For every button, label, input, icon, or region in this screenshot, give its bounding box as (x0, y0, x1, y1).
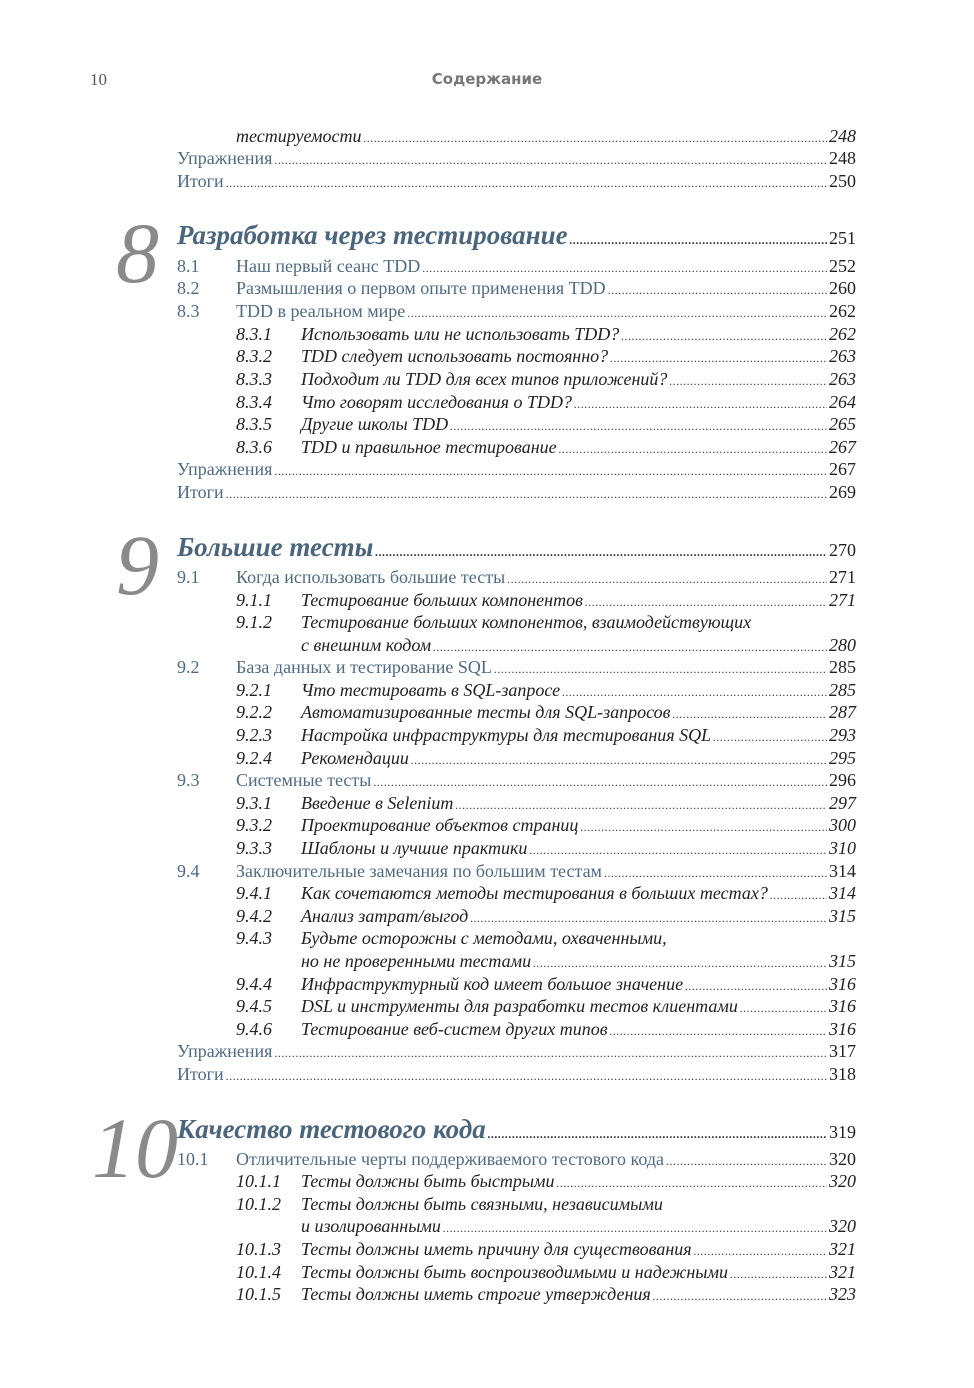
entry-title: Системные тесты (236, 770, 372, 790)
toc-entry[interactable] (236, 391, 856, 415)
leader-dots (364, 125, 827, 149)
entry-number: 10.1.2 (236, 1194, 281, 1214)
entry-number: 10.1.3 (236, 1239, 281, 1259)
page-ref: 263 (829, 369, 856, 389)
page-ref: 265 (829, 414, 856, 434)
entry-title: Тесты должны иметь строгие утверждения (301, 1284, 651, 1304)
toc-entry[interactable] (236, 436, 856, 460)
entry-number: 8.2 (177, 278, 200, 298)
page-ref: 287 (829, 702, 856, 722)
leader-dots (373, 769, 827, 793)
entry-number: 9.4.1 (236, 883, 272, 903)
entry-title: Тестирование веб-систем других типов (301, 1019, 608, 1039)
entry-title: DSL и инструменты для разработки тестов клиентами (301, 996, 738, 1016)
toc-entry[interactable] (177, 1148, 856, 1172)
entry-title: Большие тесты (177, 532, 374, 562)
entry-number: 9.4.5 (236, 996, 272, 1016)
page-ref: 248 (829, 148, 856, 168)
entry-number: 9.1.1 (236, 590, 272, 610)
page-ref: 269 (829, 482, 856, 502)
toc-entry[interactable] (236, 1283, 856, 1307)
entry-number: 10.1.4 (236, 1262, 281, 1282)
entry-number: 9.2.1 (236, 680, 272, 700)
toc-entry[interactable] (177, 481, 856, 505)
leader-dots (666, 1148, 827, 1172)
leader-dots (669, 368, 827, 392)
toc-entry[interactable] (301, 1215, 856, 1239)
page-ref: 270 (829, 540, 856, 560)
leader-dots (608, 277, 827, 301)
page-ref: 293 (829, 725, 856, 745)
entry-title: Инфраструктурный код имеет большое значение (301, 974, 684, 994)
toc-entry[interactable] (236, 995, 856, 1019)
leader-dots (557, 1170, 827, 1194)
page-ref: 264 (829, 392, 856, 412)
entry-title: Шаблоны и лучшие практики (301, 838, 528, 858)
entry-title: Тесты должны быть связными, независимыми (301, 1194, 663, 1214)
toc-entry[interactable] (236, 679, 856, 703)
entry-title: Подходит ли TDD для всех типов приложений? (301, 369, 668, 389)
page-ref: 250 (829, 171, 856, 191)
page-ref: 267 (829, 459, 856, 479)
toc-entry[interactable] (177, 769, 856, 793)
leader-dots (375, 531, 827, 568)
entry-title: Заключительные замечания по большим тестам (236, 861, 602, 881)
entry-number: 9.2.4 (236, 748, 272, 768)
page-ref: 297 (829, 793, 856, 813)
page-ref: 323 (829, 1284, 856, 1304)
leader-dots (694, 1238, 827, 1262)
page-ref: 316 (829, 1019, 856, 1039)
toc-entry[interactable] (236, 323, 856, 347)
entry-number: 8.3.1 (236, 324, 272, 344)
entry-title: Упражнения (177, 459, 273, 479)
page-ref: 271 (829, 567, 856, 587)
leader-dots (574, 391, 827, 415)
page-ref: 319 (829, 1122, 856, 1142)
toc-entry[interactable] (236, 882, 856, 906)
page-ref: 316 (829, 974, 856, 994)
toc-entry[interactable] (177, 656, 856, 680)
entry-number: 10.1.5 (236, 1284, 281, 1304)
toc-entry[interactable] (236, 413, 856, 437)
toc-entry[interactable] (236, 724, 856, 748)
leader-dots (274, 458, 827, 482)
toc-entry[interactable] (236, 1261, 856, 1285)
entry-title: Будьте осторожны с методами, охваченными, (301, 928, 667, 948)
entry-title: Наш первый сеанс TDD (236, 256, 421, 276)
toc-entry[interactable] (177, 1040, 856, 1064)
entry-number: 10.1 (177, 1149, 209, 1169)
entry-title-cont: и изолированными (301, 1216, 441, 1236)
entry-title: TDD следует использовать постоянно? (301, 346, 609, 366)
entry-title: Использовать или не использовать TDD? (301, 324, 620, 344)
entry-number: 8.3.5 (236, 414, 272, 434)
entry-number: 9.3 (177, 770, 200, 790)
entry-title: Тестирование больших компонентов (301, 590, 583, 610)
toc-entry-first-line[interactable] (236, 611, 751, 633)
entry-title: Автоматизированные тесты для SQL-запросов (301, 702, 671, 722)
leader-dots (443, 1215, 827, 1239)
toc-entry[interactable] (236, 905, 856, 929)
page-ref: 263 (829, 346, 856, 366)
toc-entry[interactable] (177, 860, 856, 884)
entry-number: 9.4.4 (236, 974, 272, 994)
toc-entry[interactable] (236, 368, 856, 392)
page-ref: 300 (829, 815, 856, 835)
leader-dots (770, 882, 827, 906)
entry-title: Что говорят исследования о TDD? (301, 392, 573, 412)
leader-dots (433, 634, 827, 658)
entry-title: тестируемости (236, 126, 362, 146)
page-ref: 260 (829, 278, 856, 298)
entry-title: TDD в реальном мире (236, 301, 406, 321)
chapter-title[interactable] (177, 219, 856, 260)
leader-dots (274, 1040, 827, 1064)
leader-dots (533, 950, 827, 974)
entry-number: 9.3.1 (236, 793, 272, 813)
leader-dots (713, 724, 827, 748)
leader-dots (685, 973, 827, 997)
page-ref: 314 (829, 883, 856, 903)
page-ref: 285 (829, 680, 856, 700)
leader-dots (411, 747, 827, 771)
entry-number: 10.1.1 (236, 1171, 281, 1191)
running-head: Содержание (431, 70, 543, 88)
leader-dots (226, 1063, 827, 1087)
entry-title: Что тестировать в SQL-запросе (301, 680, 561, 700)
entry-title: Упражнения (177, 1041, 273, 1061)
entry-number: 9.1 (177, 567, 200, 587)
page-ref: 267 (829, 437, 856, 457)
chapter-number: 9 (116, 517, 159, 613)
entry-title: Введение в Selenium (301, 793, 454, 813)
page-ref: 262 (829, 301, 856, 321)
page-ref: 317 (829, 1041, 856, 1061)
entry-title-cont: но не проверенными тестами (301, 951, 532, 971)
entry-title: База данных и тестирование SQL (236, 657, 492, 677)
chapter-number: 10 (92, 1100, 178, 1196)
entry-title: Тесты должны быть воспроизводимыми и надежными (301, 1262, 728, 1282)
toc-entry[interactable] (177, 255, 856, 279)
entry-title: Проектирование объектов страниц (301, 815, 579, 835)
entry-title: Анализ затрат/выгод (301, 906, 469, 926)
page-ref: 320 (829, 1216, 856, 1236)
toc-entry[interactable] (177, 1063, 856, 1087)
leader-dots (653, 1283, 827, 1307)
page-ref: 251 (829, 228, 856, 248)
toc-entry[interactable] (177, 277, 856, 301)
toc-entry[interactable] (177, 458, 856, 482)
leader-dots (730, 1261, 827, 1285)
leader-dots (529, 837, 827, 861)
leader-dots (226, 481, 827, 505)
entry-title: Отличительные черты поддерживаемого тестового кода (236, 1149, 664, 1169)
entry-number: 9.3.3 (236, 838, 272, 858)
toc-entry[interactable] (236, 837, 856, 861)
entry-title: Рекомендации (301, 748, 409, 768)
chapter-number: 8 (116, 205, 159, 301)
leader-dots (610, 1018, 827, 1042)
toc-entry[interactable] (236, 1170, 856, 1194)
page-ref: 320 (829, 1171, 856, 1191)
entry-title: Настройка инфраструктуры для тестирования SQL (301, 725, 712, 745)
page-ref: 295 (829, 748, 856, 768)
page-ref: 310 (829, 838, 856, 858)
page-ref: 315 (829, 951, 856, 971)
leader-dots (494, 656, 827, 680)
entry-title: Тесты должны быть быстрыми (301, 1171, 555, 1191)
toc-entry[interactable] (236, 125, 856, 149)
entry-number: 9.4.2 (236, 906, 272, 926)
entry-number: 8.3.6 (236, 437, 272, 457)
entry-number: 8.3 (177, 301, 200, 321)
toc-entry[interactable] (236, 345, 856, 369)
entry-title: TDD и правильное тестирование (301, 437, 557, 457)
entry-number: 8.1 (177, 256, 200, 276)
leader-dots (488, 1113, 827, 1150)
leader-dots (422, 255, 827, 279)
page-number: 10 (90, 70, 107, 89)
entry-number: 9.1.2 (236, 612, 272, 632)
page-ref: 280 (829, 635, 856, 655)
leader-dots (559, 436, 827, 460)
entry-number: 8.3.2 (236, 346, 272, 366)
toc-entry[interactable] (236, 747, 856, 771)
page-ref: 252 (829, 256, 856, 276)
entry-title: Когда использовать большие тесты (236, 567, 506, 587)
leader-dots (562, 679, 827, 703)
toc-entry-first-line[interactable] (236, 1193, 663, 1215)
page-ref: 248 (829, 126, 856, 146)
entry-number: 9.3.2 (236, 815, 272, 835)
page-ref: 296 (829, 770, 856, 790)
entry-title: Тестирование больших компонентов, взаимодействующих (301, 612, 752, 632)
toc-entry[interactable] (301, 950, 856, 974)
entry-number: 9.4.3 (236, 928, 272, 948)
entry-title: Размышления о первом опыте применения TDD (236, 278, 606, 298)
entry-number: 8.3.3 (236, 369, 272, 389)
entry-number: 9.2.2 (236, 702, 272, 722)
leader-dots (455, 792, 827, 816)
entry-number: 9.2.3 (236, 725, 272, 745)
entry-title: Как сочетаются методы тестирования в больших тестах? (301, 883, 768, 903)
leader-dots (604, 860, 827, 884)
toc-entry[interactable] (177, 300, 856, 324)
entry-title-cont: с внешним кодом (301, 635, 432, 655)
page-ref: 321 (829, 1239, 856, 1259)
leader-dots (740, 995, 827, 1019)
entry-number: 9.2 (177, 657, 200, 677)
page-ref: 321 (829, 1262, 856, 1282)
page-ref: 271 (829, 590, 856, 610)
entry-title: Упражнения (177, 148, 273, 168)
entry-title: Итоги (177, 1064, 224, 1084)
leader-dots (621, 323, 827, 347)
toc-entry[interactable] (236, 701, 856, 725)
entry-title: Итоги (177, 171, 224, 191)
page-ref: 285 (829, 657, 856, 677)
toc-entry[interactable] (177, 170, 856, 194)
page-ref: 316 (829, 996, 856, 1016)
leader-dots (585, 589, 827, 613)
entry-title: Итоги (177, 482, 224, 502)
leader-dots (470, 905, 827, 929)
toc-entry[interactable] (236, 973, 856, 997)
entry-title: Качество тестового кода (177, 1114, 486, 1144)
page-ref: 262 (829, 324, 856, 344)
entry-number: 9.4.6 (236, 1019, 272, 1039)
leader-dots (450, 413, 827, 437)
page-ref: 315 (829, 906, 856, 926)
toc-entry-first-line[interactable] (236, 927, 667, 949)
leader-dots (407, 300, 827, 324)
leader-dots (610, 345, 827, 369)
page-ref: 320 (829, 1149, 856, 1169)
toc-entry[interactable] (236, 1018, 856, 1042)
leader-dots (580, 814, 827, 838)
entry-title: Другие школы TDD (301, 414, 449, 434)
leader-dots (570, 219, 827, 256)
leader-dots (274, 147, 827, 171)
leader-dots (507, 566, 827, 590)
page-ref: 318 (829, 1064, 856, 1084)
toc-entry[interactable] (236, 589, 856, 613)
entry-number: 8.3.4 (236, 392, 272, 412)
entry-title: Разработка через тестирование (177, 220, 568, 250)
page-ref: 314 (829, 861, 856, 881)
entry-title: Тесты должны иметь причину для существования (301, 1239, 692, 1259)
toc-entry[interactable] (236, 814, 856, 838)
toc-entry[interactable] (236, 792, 856, 816)
leader-dots (673, 701, 828, 725)
entry-number: 9.4 (177, 861, 200, 881)
toc-entry[interactable] (236, 1238, 856, 1262)
toc-entry[interactable] (177, 566, 856, 590)
leader-dots (226, 170, 827, 194)
toc-entry[interactable] (301, 634, 856, 658)
toc-entry[interactable] (177, 147, 856, 171)
